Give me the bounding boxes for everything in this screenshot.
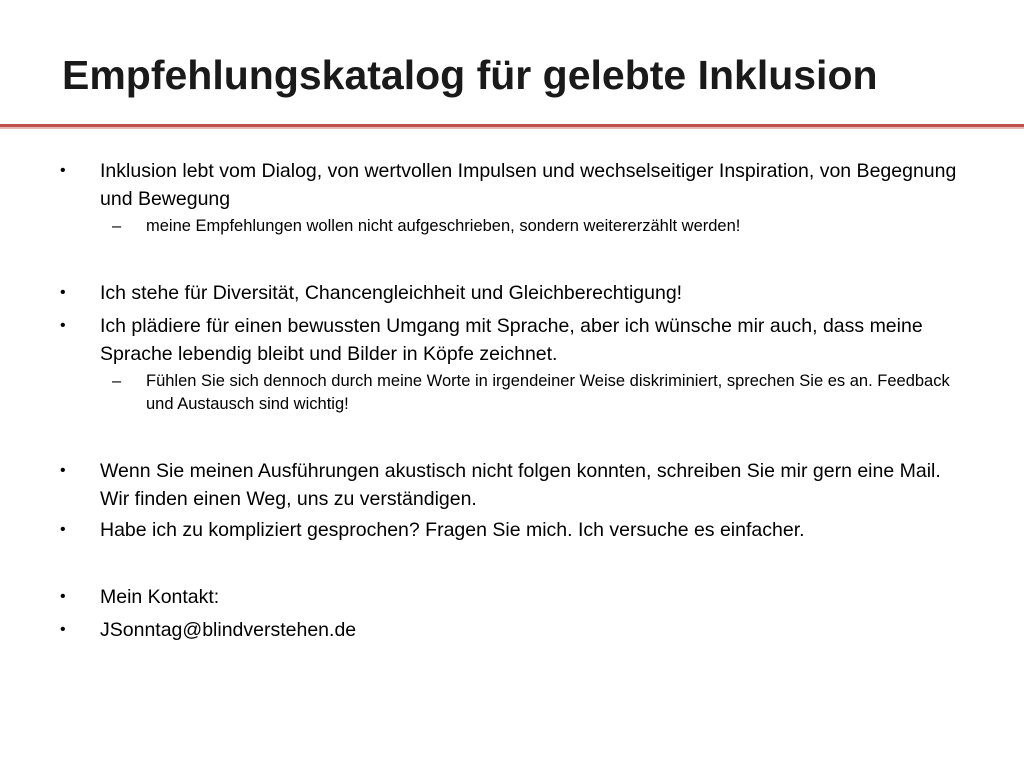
bullet-marker: • (60, 621, 66, 638)
sub-list-item (112, 370, 962, 416)
list-item (60, 457, 960, 513)
list-item (60, 516, 960, 544)
bullet-marker: • (60, 588, 66, 605)
sub-list-item (112, 215, 962, 238)
list-item-text: Mein Kontakt: (100, 586, 220, 608)
list-item (60, 279, 960, 307)
contact-email: JSonntag@blindverstehen.de (100, 619, 357, 641)
dash-marker: – (112, 372, 122, 390)
slide-title: Empfehlungskatalog für gelebte Inklusion (62, 52, 878, 98)
sub-list-item-text: meine Empfehlungen wollen nicht aufgeschrieben, sondern weitererzählt werden! (146, 217, 741, 235)
list-item-text: Wenn Sie meinen Ausführungen akustisch nicht folgen konnten, schreiben Sie mir gern eine Mail. Wir finden einen Weg, uns zu verständigen. (100, 460, 941, 510)
list-item (60, 583, 960, 611)
bullet-marker: • (60, 521, 66, 538)
bullet-marker: • (60, 462, 66, 479)
dash-marker: – (112, 217, 122, 235)
list-item-text: Ich stehe für Diversität, Chancengleichheit und Gleichberechtigung! (100, 282, 683, 304)
list-item-text: Ich plädiere für einen bewussten Umgang mit Sprache, aber ich wünsche mir auch, dass meine Sprache lebendig bleibt und Bilder in Köpfe zeichnet. (100, 315, 923, 365)
sub-list-item-text: Fühlen Sie sich dennoch durch meine Worte in irgendeiner Weise diskriminiert, sprechen Sie es an. Feedback und Austausch sind wichtig! (146, 372, 950, 413)
list-item (60, 157, 960, 213)
list-item (60, 616, 960, 644)
bullet-marker: • (60, 284, 66, 301)
list-item (60, 312, 960, 368)
bullet-marker: • (60, 162, 66, 179)
list-item-text: Habe ich zu kompliziert gesprochen? Fragen Sie mich. Ich versuche es einfacher. (100, 519, 805, 541)
list-item-text: Inklusion lebt vom Dialog, von wertvollen Impulsen und wechselseitiger Inspiration, von Begegnung und Bewegung (100, 160, 957, 210)
bullet-marker: • (60, 317, 66, 334)
